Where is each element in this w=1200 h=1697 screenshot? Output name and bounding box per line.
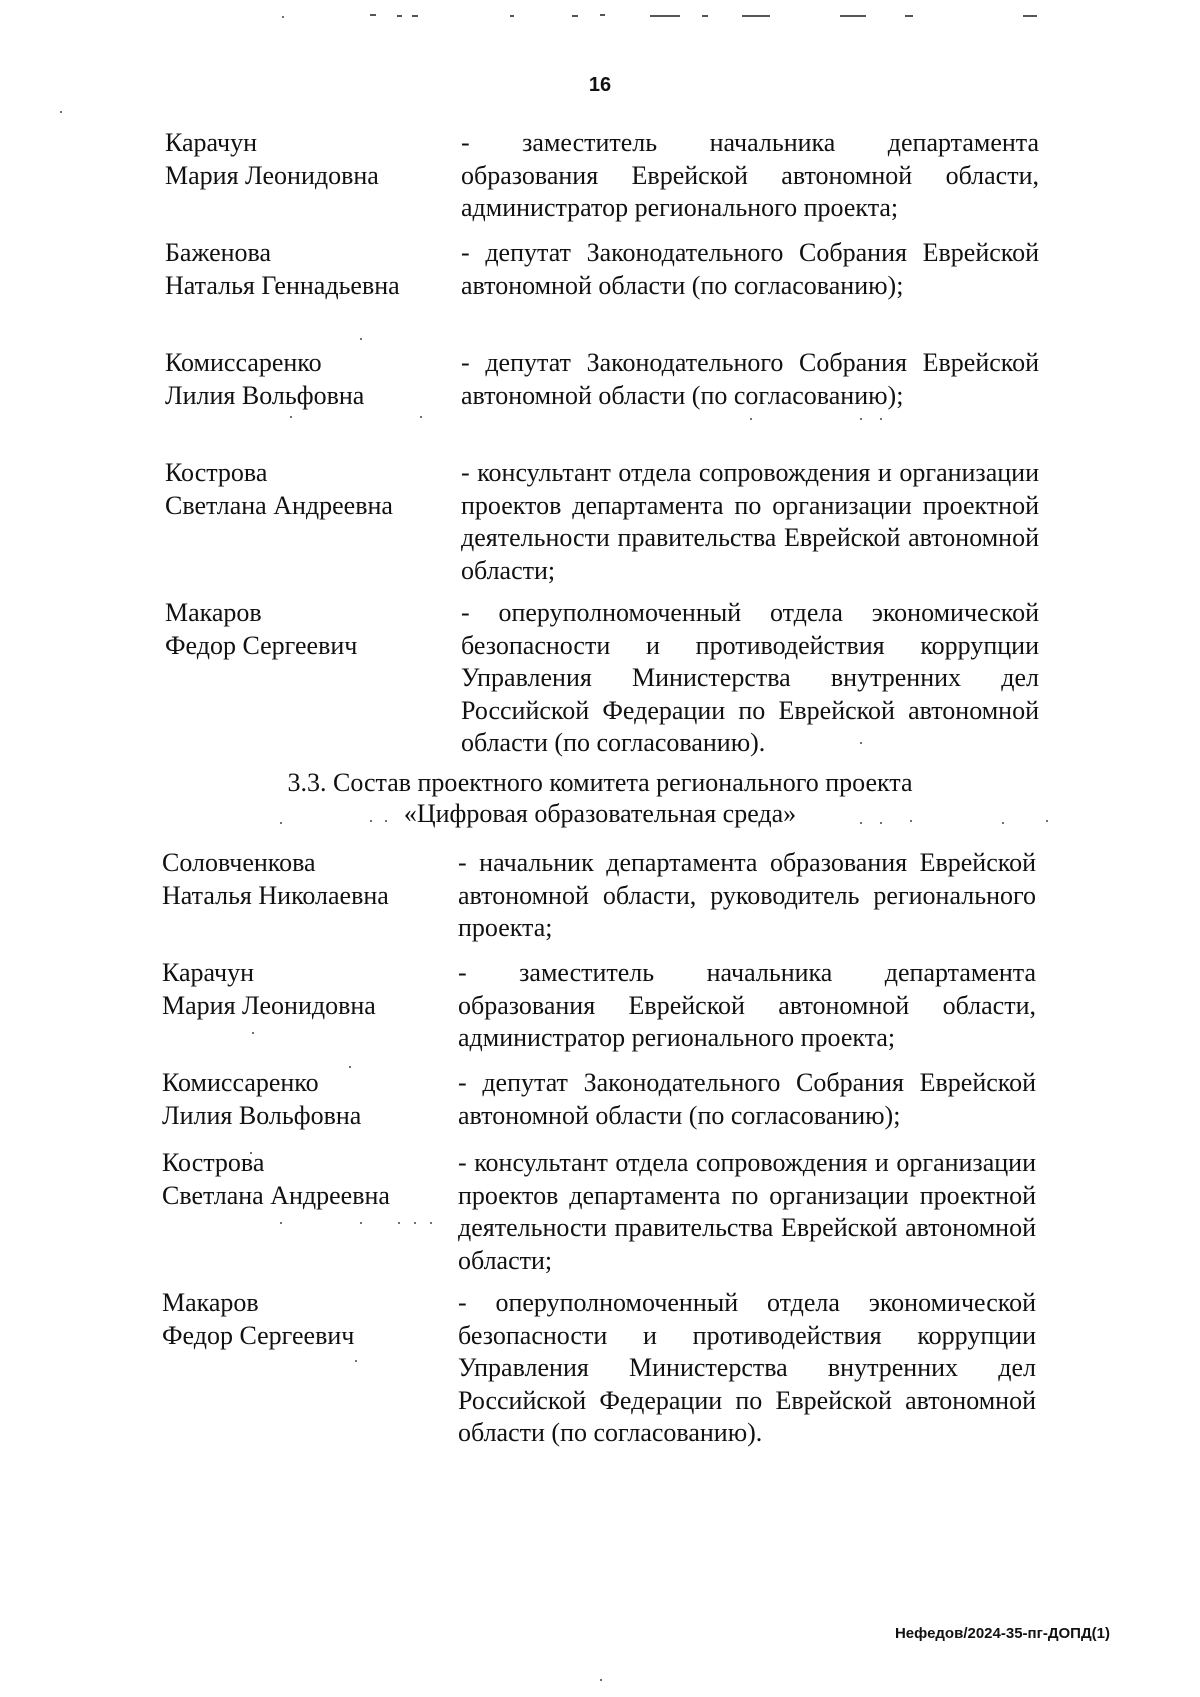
member-name	[162, 1287, 452, 1352]
member-name	[162, 1067, 452, 1132]
member-surname: Комиссаренко	[162, 1068, 319, 1097]
document-code: Нефедов/2024-35-пг-ДОПД(1)	[894, 1625, 1110, 1642]
member-given-names: Федор Сергеевич	[165, 630, 358, 660]
member-role: - консультант отдела сопровождения и организации проектов департамента по организации проектной деятельности правительства Еврейской автономной области;	[458, 1148, 1036, 1275]
member-surname: Карачун	[165, 128, 258, 157]
member-role: - начальник департамента образования Еврейской автономной области, руководитель регионального проекта;	[458, 848, 1036, 942]
member-role: - оперуполномоченный отдела экономической безопасности и противодействия коррупции Управления Министерства внутренних дел Российской Федерации по Еврейской автономной области (по согласованию).	[458, 1288, 1036, 1447]
member-given-names: Мария Леонидовна	[162, 990, 376, 1020]
member-name	[165, 597, 455, 662]
member-role: - консультант отдела сопровождения и организации проектов департамента по организации проектной деятельности правительства Еврейской автономной области;	[461, 458, 1039, 585]
section-heading: 3.3. Состав проектного комитета регионального проекта	[287, 768, 913, 797]
member-given-names: Лилия Вольфовна	[162, 1100, 362, 1130]
member-name	[165, 457, 455, 522]
member-role: - оперуполномоченный отдела экономической безопасности и противодействия коррупции Управления Министерства внутренних дел Российской Федерации по Еврейской автономной области (по согласованию).	[461, 598, 1039, 757]
member-given-names: Наталья Геннадьевна	[165, 270, 400, 300]
member-surname: Соловченкова	[162, 848, 316, 877]
section-heading-subtitle: «Цифровая образовательная среда»	[403, 799, 797, 828]
member-name	[162, 957, 452, 1022]
member-surname: Кострова	[162, 1148, 265, 1177]
member-name	[162, 1147, 452, 1212]
member-given-names: Мария Леонидовна	[165, 160, 379, 190]
page-number: 16	[588, 74, 612, 96]
member-role: - депутат Законодательного Собрания Еврейской автономной области (по согласованию);	[458, 1068, 1036, 1130]
member-surname: Макаров	[165, 598, 262, 627]
member-name	[165, 237, 455, 302]
member-role: - заместитель начальника департамента образования Еврейской автономной области, администратор регионального проекта;	[458, 958, 1036, 1052]
member-surname: Карачун	[162, 958, 255, 987]
member-given-names: Лилия Вольфовна	[165, 380, 365, 410]
member-role: - заместитель начальника департамента образования Еврейской автономной области, администратор регионального проекта;	[461, 128, 1039, 222]
member-surname: Баженова	[165, 238, 272, 267]
member-given-names: Федор Сергеевич	[162, 1320, 355, 1350]
member-name	[165, 127, 455, 192]
member-given-names: Наталья Николаевна	[162, 880, 389, 910]
member-surname: Макаров	[162, 1288, 259, 1317]
member-role: - депутат Законодательного Собрания Еврейской автономной области (по согласованию);	[461, 348, 1039, 410]
member-surname: Комиссаренко	[165, 348, 322, 377]
member-given-names: Светлана Андреевна	[162, 1180, 390, 1210]
member-name	[162, 847, 452, 912]
member-name	[165, 347, 455, 412]
member-given-names: Светлана Андреевна	[165, 490, 393, 520]
member-surname: Кострова	[165, 458, 268, 487]
member-role: - депутат Законодательного Собрания Еврейской автономной области (по согласованию);	[461, 238, 1039, 300]
